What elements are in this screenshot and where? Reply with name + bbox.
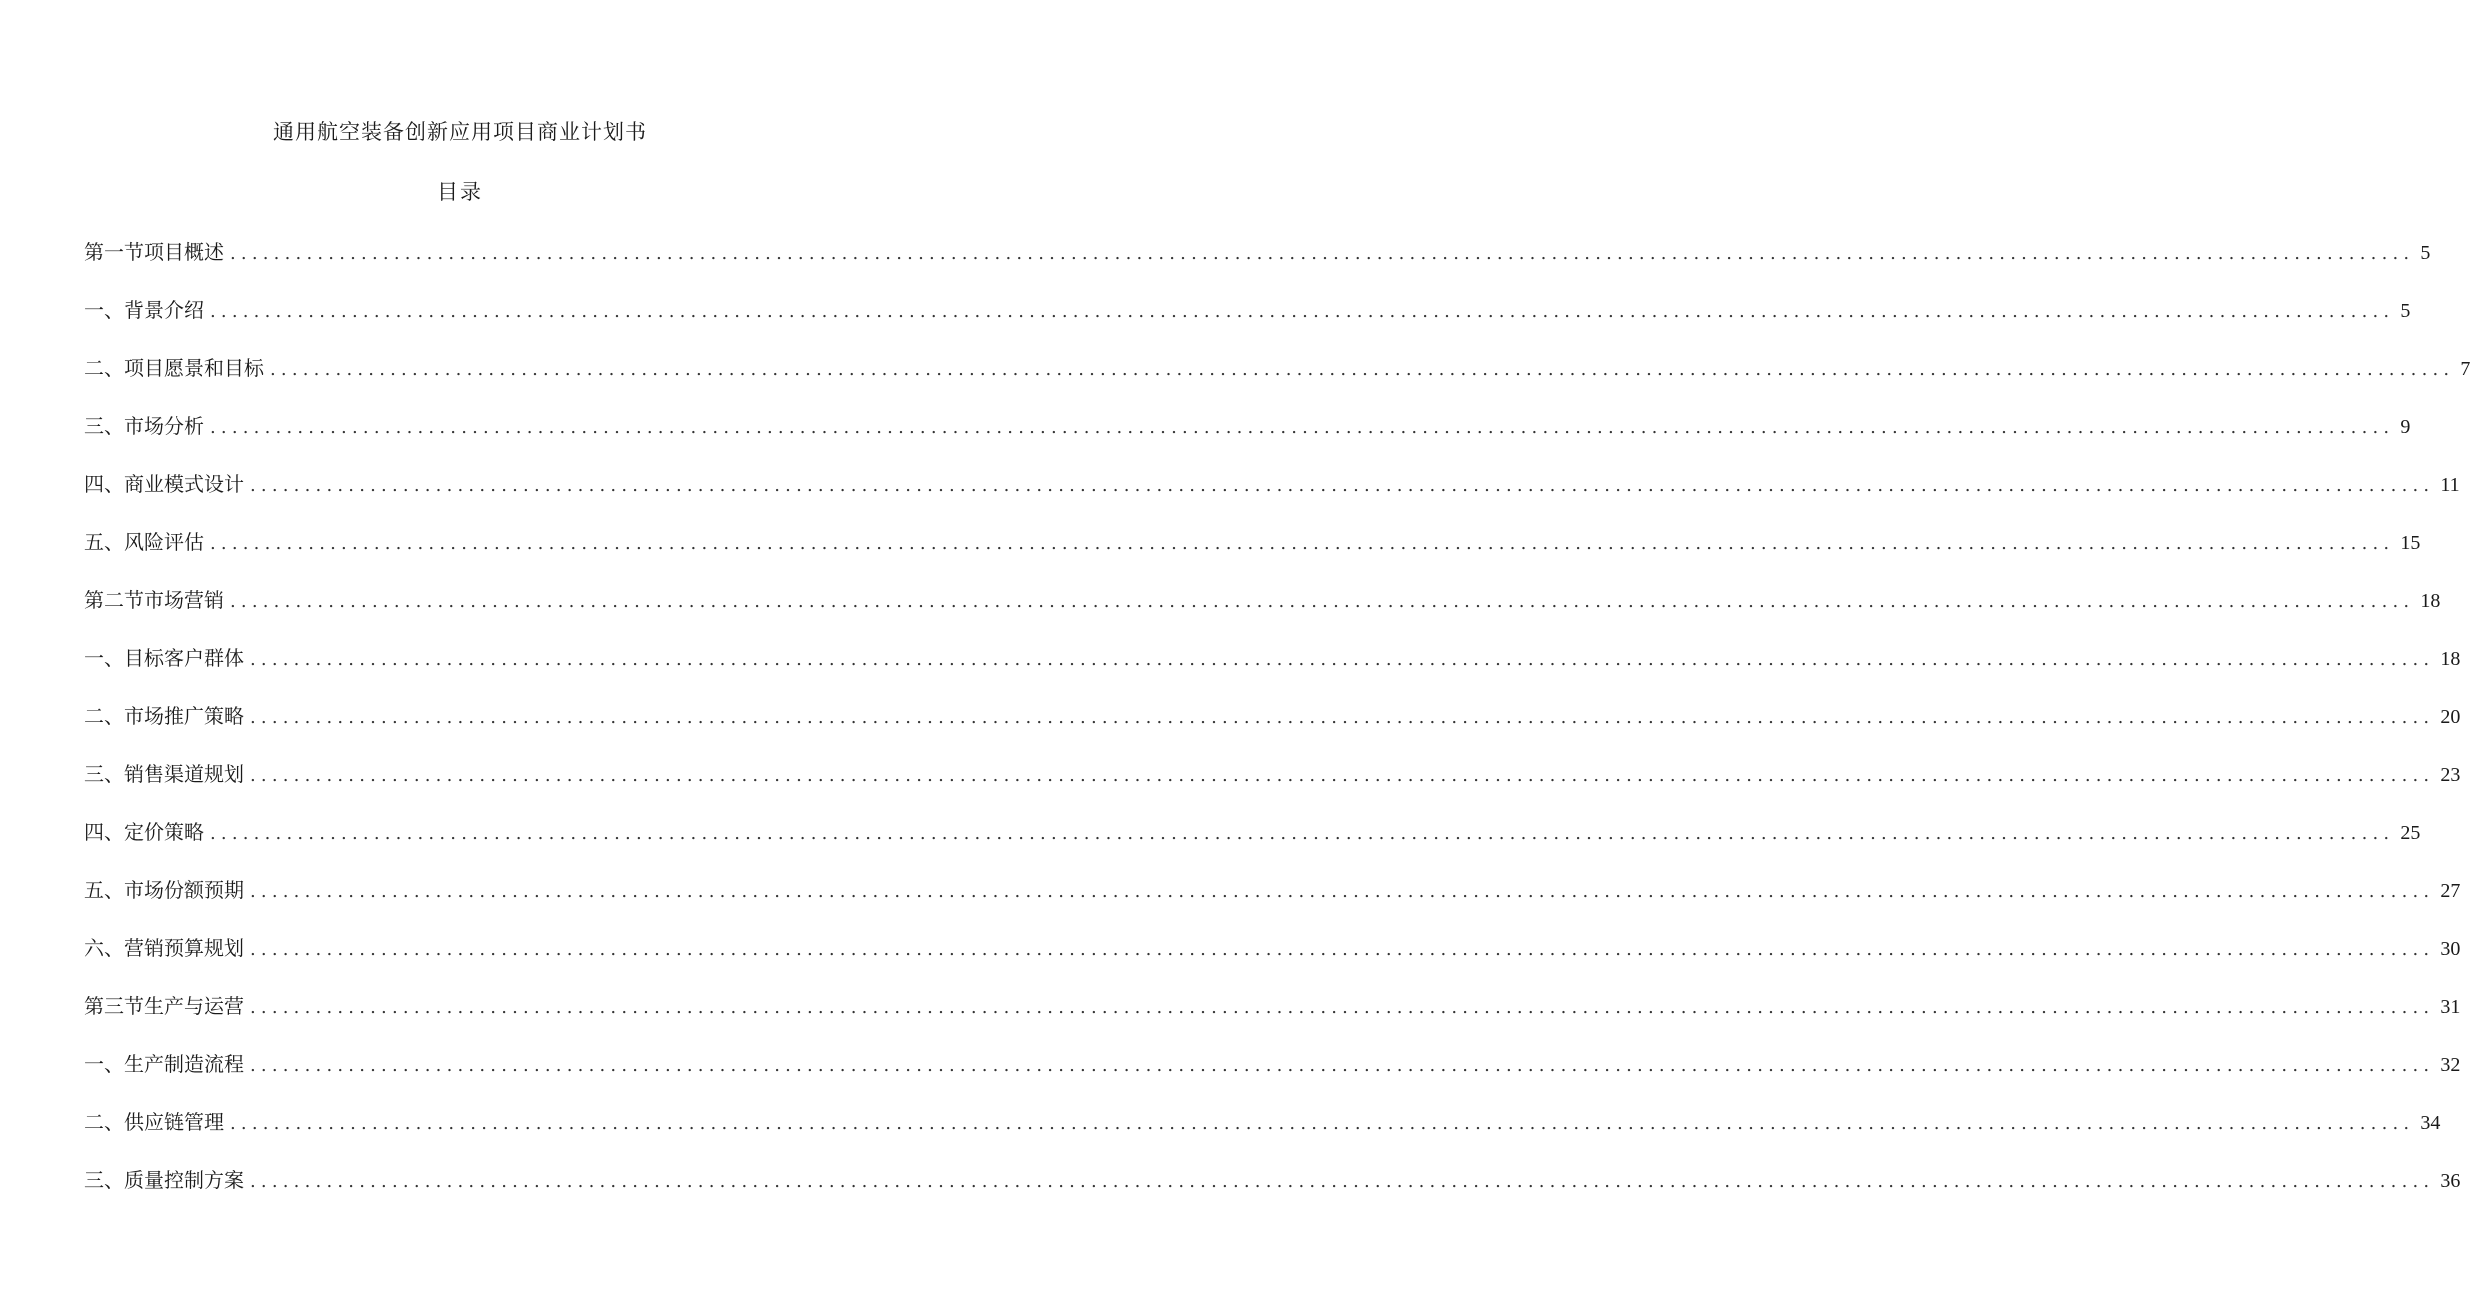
toc-entry[interactable]	[84, 1162, 2461, 1220]
toc-entry[interactable]	[84, 524, 2421, 582]
toc-entry-page-number: 11	[2440, 474, 2460, 496]
toc-entry-page-number: 15	[2400, 532, 2421, 554]
toc-entry[interactable]	[84, 1104, 2441, 1162]
toc-entry-page-number: 20	[2440, 706, 2461, 728]
toc-entry[interactable]	[84, 234, 2431, 292]
toc-dot-leader: ........................................................................................................................................................................................................	[250, 707, 2435, 728]
toc-dot-leader: ........................................................................................................................................................................................................	[230, 1113, 2415, 1134]
toc-entry-label: 一、背景介绍	[84, 298, 204, 322]
toc-entry[interactable]	[84, 814, 2421, 872]
toc-entry-page-number: 18	[2420, 590, 2441, 612]
toc-entry-label: 第二节市场营销	[84, 588, 224, 612]
toc-entry[interactable]	[84, 756, 2461, 814]
toc-entry-page-number: 5	[2420, 242, 2431, 264]
table-of-contents	[84, 234, 2470, 1220]
toc-dot-leader: ........................................................................................................................................................................................................	[210, 823, 2395, 844]
toc-entry[interactable]	[84, 988, 2461, 1046]
toc-entry-label: 一、生产制造流程	[84, 1052, 244, 1076]
toc-entry[interactable]	[84, 872, 2461, 930]
toc-entry-label: 六、营销预算规划	[84, 936, 244, 960]
toc-dot-leader: ........................................................................................................................................................................................................	[250, 939, 2435, 960]
toc-entry-label: 三、质量控制方案	[84, 1168, 244, 1192]
toc-entry[interactable]	[84, 292, 2411, 350]
toc-entry-label: 五、市场份额预期	[84, 878, 244, 902]
toc-entry-label: 四、定价策略	[84, 820, 204, 844]
toc-entry-page-number: 30	[2440, 938, 2461, 960]
toc-dot-leader: ........................................................................................................................................................................................................	[250, 997, 2435, 1018]
toc-dot-leader: ........................................................................................................................................................................................................	[210, 533, 2395, 554]
toc-entry-page-number: 7	[2460, 358, 2470, 380]
toc-entry-page-number: 5	[2400, 300, 2411, 322]
toc-entry-label: 第三节生产与运营	[84, 994, 244, 1018]
toc-entry[interactable]	[84, 1046, 2461, 1104]
toc-entry-label: 三、销售渠道规划	[84, 762, 244, 786]
toc-dot-leader: ........................................................................................................................................................................................................	[250, 475, 2435, 496]
toc-entry-label: 第一节项目概述	[84, 240, 224, 264]
toc-dot-leader: ........................................................................................................................................................................................................	[250, 1171, 2435, 1192]
toc-dot-leader: ........................................................................................................................................................................................................	[250, 765, 2435, 786]
toc-heading: 目录	[437, 180, 483, 204]
toc-dot-leader: ........................................................................................................................................................................................................	[250, 649, 2435, 670]
toc-entry[interactable]	[84, 698, 2461, 756]
toc-entry-page-number: 31	[2440, 996, 2461, 1018]
toc-dot-leader: ........................................................................................................................................................................................................	[210, 417, 2395, 438]
toc-dot-leader: ........................................................................................................................................................................................................	[270, 359, 2455, 380]
toc-dot-leader: ........................................................................................................................................................................................................	[230, 243, 2415, 264]
document-title: 通用航空装备创新应用项目商业计划书	[273, 120, 647, 144]
toc-entry-label: 二、项目愿景和目标	[84, 356, 264, 380]
toc-dot-leader: ........................................................................................................................................................................................................	[230, 591, 2415, 612]
toc-entry-page-number: 18	[2440, 648, 2461, 670]
toc-dot-leader: ........................................................................................................................................................................................................	[250, 1055, 2435, 1076]
toc-entry[interactable]	[84, 466, 2460, 524]
toc-entry-label: 三、市场分析	[84, 414, 204, 438]
toc-entry-label: 二、供应链管理	[84, 1110, 224, 1134]
toc-entry-label: 五、风险评估	[84, 530, 204, 554]
toc-entry[interactable]	[84, 582, 2441, 640]
toc-dot-leader: ........................................................................................................................................................................................................	[210, 301, 2395, 322]
toc-entry-page-number: 34	[2420, 1112, 2441, 1134]
toc-entry-label: 一、目标客户群体	[84, 646, 244, 670]
toc-entry-page-number: 25	[2400, 822, 2421, 844]
toc-entry-label: 四、商业模式设计	[84, 472, 244, 496]
toc-entry-page-number: 9	[2400, 416, 2411, 438]
toc-entry-page-number: 32	[2440, 1054, 2461, 1076]
toc-entry[interactable]	[84, 640, 2461, 698]
toc-entry-label: 二、市场推广策略	[84, 704, 244, 728]
toc-entry[interactable]	[84, 930, 2461, 988]
toc-entry-page-number: 27	[2440, 880, 2461, 902]
toc-dot-leader: ........................................................................................................................................................................................................	[250, 881, 2435, 902]
toc-entry-page-number: 36	[2440, 1170, 2461, 1192]
toc-entry-page-number: 23	[2440, 764, 2461, 786]
toc-entry[interactable]	[84, 350, 2470, 408]
toc-entry[interactable]	[84, 408, 2411, 466]
